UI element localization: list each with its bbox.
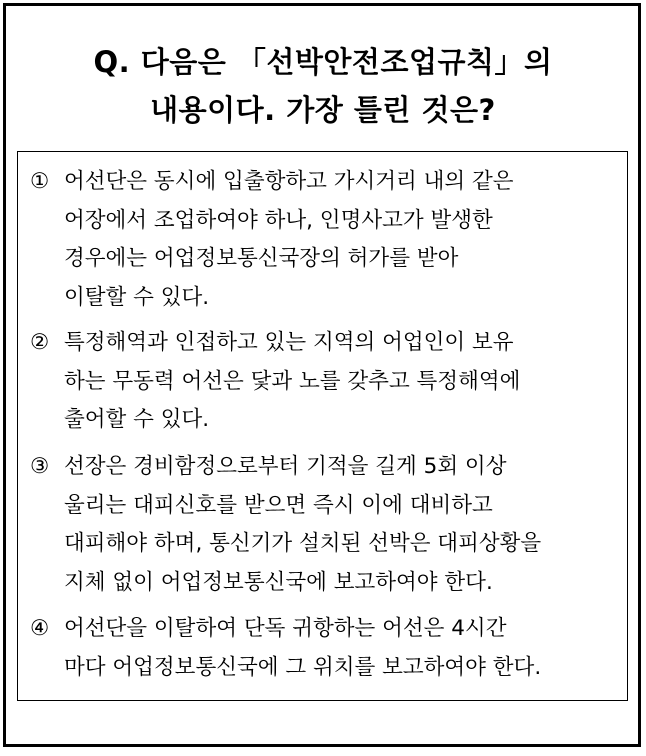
option-4-text [30, 610, 619, 687]
option-2-line-2: 하는 무동력 어선은 닻과 노를 갖추고 특정해역에 [64, 368, 521, 394]
option-2-text [30, 324, 619, 440]
option-1-line-1: 어선단은 동시에 입출항하고 가시거리 내의 같은 [64, 169, 514, 194]
option-3-line-1: 선장은 경비함정으로부터 기적을 길게 5회 이상 [64, 454, 507, 479]
option-4[interactable] [30, 610, 619, 687]
question-title-line-2: 내용이다. 가장 틀린 것은? [150, 93, 496, 127]
option-2-line-1: 특정해역과 인접하고 있는 지역의 어업인이 보유 [64, 330, 514, 355]
option-3-line-4: 지체 없이 어업정보통신국에 보고하여야 한다. [64, 569, 493, 595]
option-1-line-4: 이탈할 수 있다. [64, 284, 210, 310]
option-4-line-1: 어선단을 이탈하여 단독 귀항하는 어선은 4시간 [64, 616, 507, 641]
option-2-number: ② [30, 330, 50, 355]
option-3-line-3: 대피해야 하며, 통신기가 설치된 선박은 대피상황을 [64, 531, 542, 556]
option-3-text [30, 448, 619, 602]
option-1-line-3: 경우에는 어업정보통신국장의 허가를 받아 [64, 246, 459, 271]
option-1-line-2: 어장에서 조업하여야 하나, 인명사고가 발생한 [64, 207, 493, 233]
question-title [0, 38, 646, 134]
option-4-number: ④ [30, 616, 50, 641]
option-3[interactable] [30, 448, 619, 602]
option-1[interactable] [30, 163, 619, 317]
option-2[interactable] [30, 324, 619, 440]
question-title-line-1: Q. 다음은 「선박안전조업규칙」의 [93, 45, 553, 79]
options-box [17, 151, 628, 701]
option-1-text [30, 163, 619, 317]
option-3-number: ③ [30, 454, 50, 479]
option-2-line-3: 출어할 수 있다. [64, 407, 210, 432]
option-1-number: ① [30, 169, 50, 194]
option-3-line-2: 울리는 대피신호를 받으면 즉시 이에 대비하고 [64, 492, 493, 518]
option-4-line-2: 마다 어업정보통신국에 그 위치를 보고하여야 한다. [64, 654, 542, 680]
